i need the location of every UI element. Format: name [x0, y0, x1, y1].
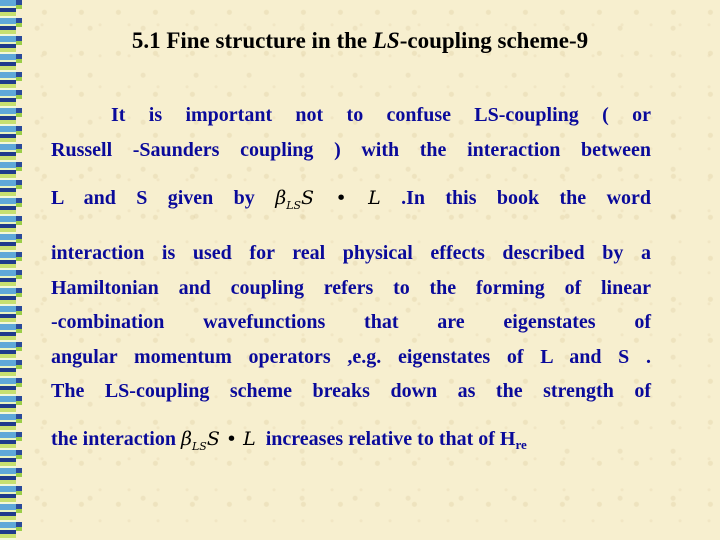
- slide-title: 5.1 Fine structure in the LS-coupling scheme-9: [131, 28, 589, 53]
- equation-beta-ls-s-dot-l: $\beta_{LS}S$ • L: [275, 187, 381, 212]
- decorative-left-border: [0, 0, 22, 540]
- paragraph-line-9b: increases relative to that of H: [265, 428, 516, 450]
- paragraph-line-8: The LS-coupling scheme breaks down as the strength of: [51, 380, 651, 402]
- paragraph-line-3a: L and S given by: [51, 187, 255, 209]
- paragraph-line-1: It is important not to confuse LS-coupling ( or: [111, 104, 651, 126]
- paragraph-line-9a: the interaction: [51, 428, 176, 450]
- paragraph-line-3b: .In this book the word: [401, 187, 652, 209]
- paragraph-line-7: angular momentum operators ,e.g. eigenstates of L and S .: [51, 345, 651, 368]
- paragraph-line-2: Russell -Saunders coupling ) with the interaction between: [51, 138, 651, 161]
- equation-beta-ls-s-dot-l-2: $\beta_{LS}S$ • L: [180, 428, 256, 453]
- paragraph-line-4: interaction is used for real physical effects described by a: [51, 242, 651, 264]
- body-paragraph-cont: [51, 236, 651, 409]
- h-subscript-re: re: [515, 437, 527, 452]
- body-paragraph-line3: [51, 181, 651, 223]
- paragraph-line-6: -combination wavefunctions that are eigenstates of: [51, 311, 651, 333]
- body-paragraph-last: [51, 422, 651, 464]
- paragraph-line-5: Hamiltonian and coupling refers to the forming of linear: [51, 276, 651, 299]
- body-paragraph: [51, 98, 651, 167]
